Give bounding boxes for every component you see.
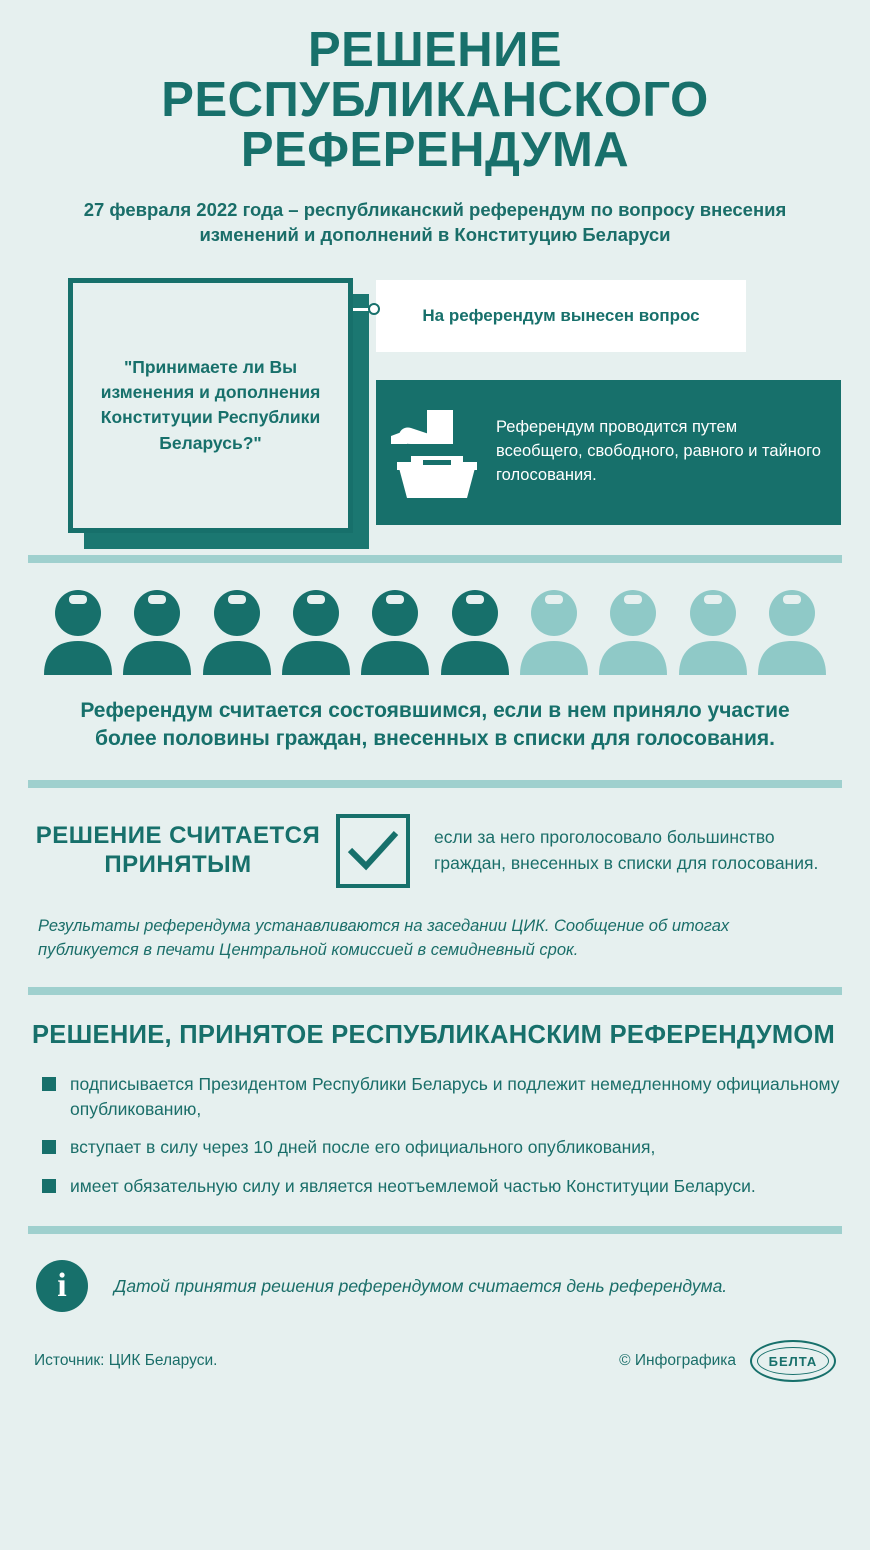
people-row: [28, 589, 842, 675]
accepted-note: Результаты референдума устанавливаются на заседании ЦИК. Сообщение об итогах публикуется в печати Центральной комиссией в семидневный срок.: [38, 916, 730, 960]
person-icon-filled: [121, 589, 193, 675]
accepted-title: РЕШЕНИЕ СЧИТАЕТСЯ ПРИНЯТЫМ: [35, 821, 321, 878]
list-item: [28, 1072, 842, 1121]
list-item-label: имеет обязательную силу и является неотъемлемой частью Конституции Беларуси.: [70, 1175, 756, 1196]
list-item: [28, 1174, 842, 1199]
person-icon-filled: [280, 589, 352, 675]
hand-ballot-box-icon: [376, 400, 496, 505]
connector-dot: [368, 303, 380, 315]
person-icon-filled: [439, 589, 511, 675]
person-icon-muted: [597, 589, 669, 675]
referendum-question: "Принимаете ли Вы изменения и дополнения Конституции Республики Беларусь?": [100, 356, 321, 453]
person-icon-muted: [518, 589, 590, 675]
person-icon-filled: [201, 589, 273, 675]
decision-block: [28, 995, 842, 1226]
list-item: [28, 1135, 842, 1160]
person-icon-filled: [359, 589, 431, 675]
bullet-square-icon: [42, 1140, 56, 1154]
divider-2: [28, 780, 842, 788]
voting-method-card: [376, 380, 841, 525]
people-block: [28, 563, 842, 754]
question-box: [68, 278, 353, 533]
people-caption: Референдум считается состоявшимся, если в нем приняло участие более половины граждан, внесенных в списки для голосования.: [80, 698, 790, 751]
bullet-square-icon: [42, 1077, 56, 1091]
info-text: Датой принятия решения референдумом считается день референдума.: [114, 1275, 728, 1296]
copyright-group: [619, 1340, 836, 1382]
list-item-label: подписывается Президентом Республики Беларусь и подлежит немедленному официальному опубликованию,: [70, 1074, 840, 1119]
belta-logo: [750, 1340, 836, 1382]
source-label: Источник: ЦИК Беларуси.: [34, 1352, 218, 1370]
info-block: [28, 1234, 842, 1330]
divider-4: [28, 1226, 842, 1234]
bullet-square-icon: [42, 1179, 56, 1193]
footer: [28, 1330, 842, 1398]
voting-method-text: Референдум проводится путем всеобщего, свободного, равного и тайного голосования.: [496, 418, 821, 485]
question-label-text: На референдум вынесен вопрос: [422, 305, 700, 325]
divider-1: [28, 555, 842, 563]
person-icon-filled: [42, 589, 114, 675]
divider-3: [28, 987, 842, 995]
page-title: РЕШЕНИЕ РЕСПУБЛИКАНСКОГО РЕФЕРЕНДУМА: [161, 23, 709, 177]
person-icon-muted: [677, 589, 749, 675]
accepted-block: [28, 788, 842, 896]
info-icon: i: [36, 1260, 88, 1312]
question-label-card: [376, 280, 746, 352]
person-icon-muted: [756, 589, 828, 675]
belta-logo-text: БЕЛТА: [768, 1353, 818, 1369]
decision-title: РЕШЕНИЕ, ПРИНЯТОЕ РЕСПУБЛИКАНСКИМ РЕФЕРЕНДУМОМ: [32, 1021, 836, 1050]
copyright-label: © Инфографика: [619, 1352, 736, 1370]
checkmark-icon: [336, 814, 410, 888]
accepted-condition: если за него проголосовало большинство граждан, внесенных в списки для голосования.: [434, 827, 819, 873]
page-subtitle: 27 февраля 2022 года – республиканский референдум по вопросу внесения изменений и дополнений в Конституцию Беларуси: [83, 198, 787, 245]
question-block: [28, 270, 842, 555]
list-item-label: вступает в силу через 10 дней после его официального опубликования,: [70, 1137, 656, 1158]
